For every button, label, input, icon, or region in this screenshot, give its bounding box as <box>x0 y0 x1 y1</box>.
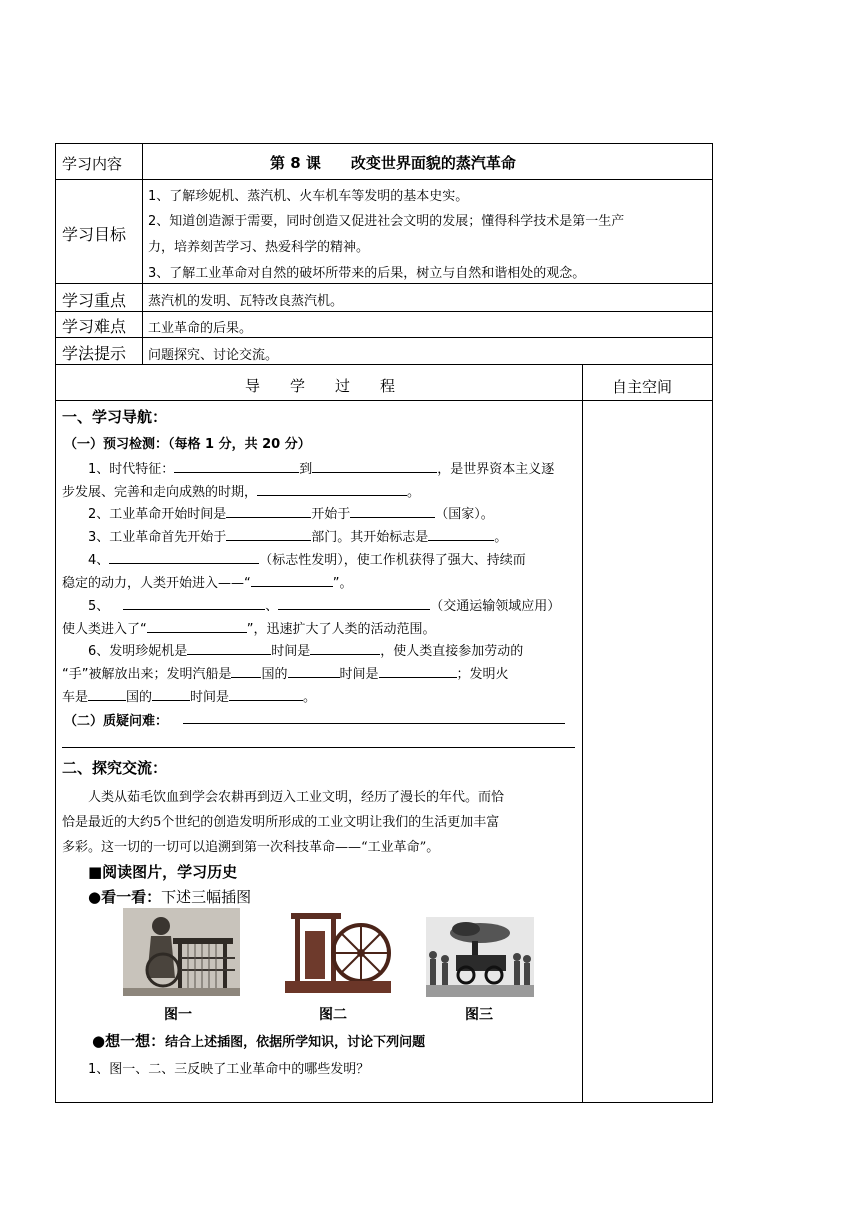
side-column-heading: 自主空间 <box>612 378 673 396</box>
question-5: 5、 、 （交通运输领域应用） <box>88 595 560 614</box>
image-steam-engine <box>283 911 393 995</box>
label-column-divider <box>142 143 143 365</box>
question-2: 2、工业革命开始时间是 开始于 （国家）。 <box>88 503 494 522</box>
blank-field[interactable] <box>147 618 247 633</box>
goal-line: 2、知道创造源于需要，同时创造又促进社会文明的发展；懂得科学技术是第一生产 <box>148 214 625 229</box>
blank-field[interactable] <box>226 526 311 541</box>
section2-title: 二、探究交流： <box>62 759 168 777</box>
section1-title: 一、学习导航： <box>62 408 168 426</box>
question-6: 6、发明珍妮机是 时间是 ，使人类直接参加劳动的 <box>88 640 523 659</box>
row-label-difficulties: 学习难点 <box>62 317 127 336</box>
key-points-value: 蒸汽机的发明、瓦特改良蒸汽机。 <box>148 294 344 309</box>
discussion-question: 1、图一、二、三反映了工业革命中的哪些发明？ <box>88 1062 370 1077</box>
blank-field[interactable] <box>187 640 271 655</box>
side-column-divider <box>582 364 583 1103</box>
method-value: 问题探究、讨论交流。 <box>148 348 279 363</box>
question-6-cont: 车是 国的 时间是 。 <box>62 686 316 705</box>
row-label-key-points: 学习重点 <box>62 291 127 310</box>
blank-field[interactable] <box>288 663 340 678</box>
answer-line[interactable] <box>62 747 575 748</box>
blank-field[interactable] <box>174 458 299 473</box>
question-3: 3、工业革命首先开始于 部门。其开始标志是 。 <box>88 526 507 545</box>
blank-field[interactable] <box>152 686 190 701</box>
image-caption: 图一 <box>164 1007 192 1023</box>
row-divider <box>55 179 713 180</box>
read-title: ■阅读图片，学习历史 <box>88 863 238 881</box>
question-1: 1、时代特征： 到 ，是世界资本主义逐 <box>88 458 554 477</box>
table-top-border <box>55 143 713 144</box>
blank-field[interactable] <box>257 481 407 496</box>
sub1-title: （一）预习检测：（每格 1 分，共 20 分） <box>64 437 311 452</box>
intro-paragraph-line: 人类从茹毛饮血到学会农耕再到迈入工业文明，经历了漫长的年代。而恰 <box>88 790 505 805</box>
image-caption: 图三 <box>465 1007 493 1023</box>
sub2-title: （二）质疑问难： <box>64 714 169 729</box>
question-4-cont: 稳定的动力，人类开始进入——“ ”。 <box>62 572 353 591</box>
blank-field[interactable] <box>278 595 430 610</box>
question-5-cont: 使人类进入了“ ”，迅速扩大了人类的活动范围。 <box>62 618 436 637</box>
row-label-goals: 学习目标 <box>62 225 127 244</box>
blank-field[interactable] <box>88 686 126 701</box>
row-divider <box>55 400 713 401</box>
answer-line[interactable] <box>183 723 565 724</box>
page-title: 第 8 课 改变世界面貌的蒸汽革命 <box>270 154 516 172</box>
difficulties-value: 工业革命的后果。 <box>148 321 253 336</box>
question-4: 4、 （标志性发明），使工作机获得了强大、持续而 <box>88 549 526 568</box>
blank-field[interactable] <box>226 503 311 518</box>
question-6-cont: “手”被解放出来；发明汽船是 国的 时间是 ；发明火 <box>62 663 509 682</box>
intro-paragraph-line: 恰是最近的大约5个世纪的创造发明所形成的工业文明让我们的生活更加丰富 <box>62 815 500 830</box>
row-label-content: 学习内容 <box>62 155 123 173</box>
image-spinning-jenny <box>123 908 240 996</box>
blank-field[interactable] <box>109 549 259 564</box>
blank-field[interactable] <box>350 503 435 518</box>
look-line: ●看一看：下述三幅插图 <box>88 888 252 906</box>
table-left-border <box>55 143 56 1103</box>
goal-line: 1、了解珍妮机、蒸汽机、火车机车等发明的基本史实。 <box>148 189 469 204</box>
process-heading: 导 学 过 程 <box>245 377 396 395</box>
table-right-border <box>712 143 713 1103</box>
blank-field[interactable] <box>379 663 457 678</box>
blank-field[interactable] <box>251 572 333 587</box>
blank-field[interactable] <box>231 663 261 678</box>
blank-field[interactable] <box>312 458 437 473</box>
question-1-cont: 步发展、完善和走向成熟的时期， 。 <box>62 481 420 500</box>
blank-field[interactable] <box>310 640 380 655</box>
image-locomotive <box>426 917 534 997</box>
goal-line: 3、了解工业革命对自然的破坏所带来的后果，树立与自然和谐相处的观念。 <box>148 266 586 281</box>
table-bottom-border <box>55 1102 713 1103</box>
blank-field[interactable] <box>123 595 265 610</box>
think-line: ●想一想：结合上述插图，依据所学知识，讨论下列问题 <box>92 1032 426 1050</box>
blank-field[interactable] <box>428 526 494 541</box>
goal-line: 力，培养刻苦学习、热爱科学的精神。 <box>148 240 370 255</box>
row-label-method: 学法提示 <box>62 344 127 363</box>
image-caption: 图二 <box>319 1007 347 1023</box>
row-divider <box>55 337 713 338</box>
row-divider <box>55 283 713 284</box>
row-divider <box>55 364 713 365</box>
row-divider <box>55 311 713 312</box>
blank-field[interactable] <box>229 686 303 701</box>
intro-paragraph-line: 多彩。这一切的一切可以追溯到第一次科技革命——“工业革命”。 <box>62 840 440 855</box>
